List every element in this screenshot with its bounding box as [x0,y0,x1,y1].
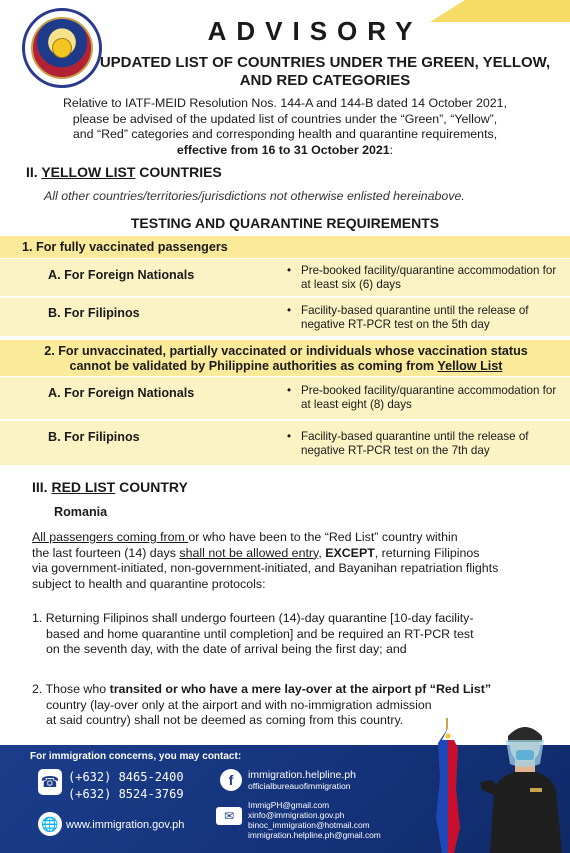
phone-number-2[interactable]: (+632) 8524-3769 [68,787,184,801]
para-text: the last fourteen (14) days [32,545,180,560]
effective-dates: effective from 16 to 31 October 2021 [176,142,390,157]
email-4[interactable]: immigration.helpline.ph@gmail.com [248,830,381,840]
intro-line: and “Red” categories and corresponding health and quarantine requirements, [72,127,498,141]
group2-a-requirement: • Pre-booked facility/quarantine accommodation for at least eight (8) days [287,384,557,412]
para-line: subject to health and quarantine protocols: [32,576,266,591]
item-line: country (lay-over only at the airport and with no-immigration admission [46,697,432,712]
section-number: III. [32,479,48,495]
yellow-list-note: All other countries/territories/jurisdictions not otherwise enlisted hereinabove. [44,189,465,203]
philippine-flag-icon [432,718,464,853]
para-text: , returning Filipinos [374,545,480,560]
item-bold: transited or who have a mere lay-over at the airport pf “Red List” [109,682,492,696]
red-list-label: RED LIST [51,479,116,495]
para-line [32,546,542,562]
red-list-heading [32,479,188,495]
group1-b-label: B. For Filipinos [48,306,140,320]
yellow-list-heading [26,164,222,180]
facebook-icon: f [220,769,242,791]
contact-heading: For immigration concerns, you may contact: [30,751,242,762]
para-line: via government-initiated, non-government-initiated, and Bayanihan repatriation flights [32,561,499,575]
red-list-item-2 [32,682,542,729]
item-line: 1. Returning Filipinos shall undergo fourteen (14)-day quarantine [10-day facility- [32,611,474,625]
immigration-officer-illustration [480,720,570,853]
intro-paragraph [30,96,540,158]
intro-line: please be advised of the updated list of countries under the “Green”, “Yellow”, [72,111,498,126]
red-list-paragraph [32,530,542,592]
intro-end: : [389,142,394,157]
yellow-list-link-text: Yellow List [437,359,503,373]
group2-b-label: B. For Filipinos [48,430,140,444]
section-number: II. [26,164,38,180]
phone-icon: ☎ [38,769,62,795]
advisory-title: ADVISORY [207,16,423,46]
group2-title [26,344,546,374]
section-heading-rest: COUNTRIES [135,164,222,180]
testing-requirements-title: TESTING AND QUARANTINE REQUIREMENTS [130,215,440,231]
website-link[interactable]: www.immigration.gov.ph [66,819,185,831]
yellow-list-label: YELLOW LIST [41,164,136,180]
email-icon: ✉ [216,807,242,825]
section-heading-rest: COUNTRY [115,479,188,495]
group2-b-requirement: • Facility-based quarantine until the release of negative RT-PCR test on the 7th day [287,430,557,458]
item-line: on the seventh day, with the date of arrival being the first day; and [46,642,407,656]
item-text: 2. Those who [32,682,110,696]
email-1[interactable]: ImmigPH@gmail.com [248,800,330,810]
group1-b-requirement: • Facility-based quarantine until the release of negative RT-PCR test on the 5th day [287,304,557,332]
group1-title: 1. For fully vaccinated passengers [22,240,228,254]
group1-a-label: A. For Foreign Nationals [48,268,195,282]
group2-a-label: A. For Foreign Nationals [48,386,195,400]
advisory-subtitle: UPDATED LIST OF COUNTRIES UNDER THE GREEN, YELLOW, AND RED CATEGORIES [99,54,551,89]
para-text: or who have been to the “Red List” country within [188,530,458,544]
para-text: , [318,545,326,560]
group2-title-line: 2. For unvaccinated, partially vaccinated or individuals whose vaccination status [44,344,528,358]
email-2[interactable]: xinfo@immigration.gov.ph [248,810,345,820]
intro-line: Relative to IATF-MEID Resolution Nos. 144-A and 144-B dated 14 October 2021, [62,96,507,110]
group1-a-requirement: • Pre-booked facility/quarantine accommodation for at least six (6) days [287,264,557,292]
group2-title-part: cannot be validated by Philippine authorities as coming from [69,359,438,373]
facebook-page-2[interactable]: officialbureauofimmigration [248,781,351,791]
para-bold: EXCEPT [325,545,375,560]
para-line [32,530,542,546]
group2-title-line [26,359,546,374]
email-3[interactable]: binoc_immigration@hotmail.com [248,820,370,830]
red-list-item-1 [32,611,542,658]
item-line: based and home quarantine until completion] and be required an RT-PCR test [46,626,474,641]
red-list-country: Romania [54,505,108,519]
globe-icon: 🌐 [38,812,62,836]
intro-line [30,143,540,159]
para-underlined: All passengers coming from [32,530,189,544]
facebook-page-1[interactable]: immigration.helpline.ph [248,769,356,781]
para-underlined: shall not be allowed entry [179,545,319,560]
phone-number-1[interactable]: (+632) 8465-2400 [68,770,184,784]
item-line [32,682,542,698]
item-line: at said country) shall not be deemed as coming from this country. [46,713,404,727]
